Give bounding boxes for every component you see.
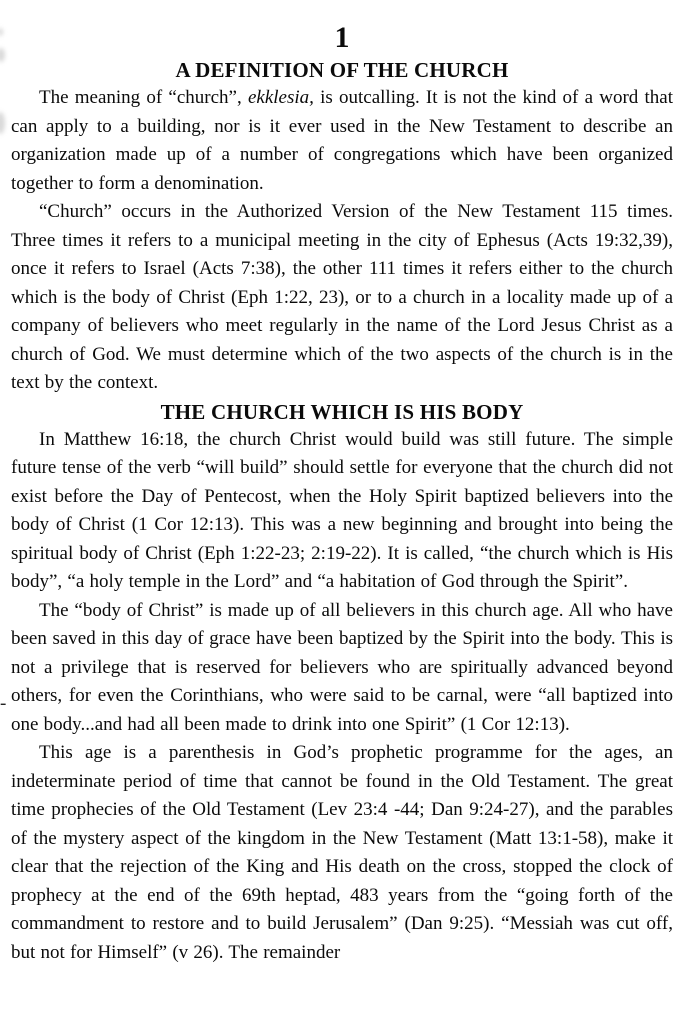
section-heading-church-which-is-his-body: THE CHURCH WHICH IS HIS BODY <box>160 399 524 424</box>
paragraph-text: The meaning of “church”, <box>39 87 248 108</box>
paragraph-text: is outcalling. It is not the kind of a word that can apply to a building, nor is it ever used in the New Testament to describe an organization made up of a number of congregations which have been organized together to form a denomination. <box>11 87 673 194</box>
paragraph-parenthesis-age: This age is a parenthesis in God’s prophetic programme for the ages, an indeterminate period of time that cannot be found in the Old Testament. The great time prophecies of the Old Testament (Lev 23:4 -44; Dan 9:24-27), and the parables of the mystery aspect of the kingdom in the New Testament (Matt 13:1-58), make it clear that the rejection of the King and His death on the cross, stopped the clock of prophecy at the end of the 69th heptad, 483 years from the “going forth of the commandment to restore and to build Jerusalem” (Dan 9:25). “Messiah was cut off, but not for Himself” (v 26). The remainder <box>11 742 673 963</box>
paragraph-body-of-christ: The “body of Christ” is made up of all believers in this church age. All who have been saved in this day of grace have been baptized by the Spirit into the body. This is not a privilege that is reserved for believers who are spiritually advanced beyond others, for even the Corinthians, who were said to be carnal, were “all baptized into one body...and had all been made to drink into one Spirit” (1 Cor 12:13). <box>11 599 673 735</box>
chapter-number: 1 <box>334 21 350 54</box>
margin-hyphen-artifact: - <box>0 693 7 714</box>
scan-smudge-artifact <box>0 112 5 134</box>
paragraph-church-occurrences: “Church” occurs in the Authorized Version of the New Testament 115 times. Three times it refers to a municipal meeting in the city of Ephesus (Acts 19:32,39), once it refers to Israel (Acts 7:38), the other 111 times it refers either to the church which is the body of Christ (Eph 1:22, 23), or to a church in a locality made up of a company of believers who meet regularly in the name of the Lord Jesus Christ as a church of God. We must determine which of the two aspects of the church is in the text by the context. <box>11 201 673 393</box>
scan-smudge-artifact <box>0 48 5 62</box>
italic-term-ekklesia: ekklesia, <box>247 87 314 108</box>
paragraph-church-meaning <box>11 84 673 198</box>
scan-smudge-artifact <box>0 28 3 36</box>
section-heading-definition-of-the-church: A DEFINITION OF THE CHURCH <box>175 58 509 82</box>
paragraph-matthew-16-18: In Matthew 16:18, the church Christ would build was still future. The simple future tense of the verb “will build” should settle for everyone that the church did not exist before the Day of Pentecost, when the Holy Spirit baptized believers into the body of Christ (1 Cor 12:13). This was a new beginning and brought into being the spiritual body of Christ (Eph 1:22-23; 2:19-22). It is called, “the church which is His body”, “a holy temple in the Lord” and “a habitation of God through the Spirit”. <box>11 428 673 592</box>
